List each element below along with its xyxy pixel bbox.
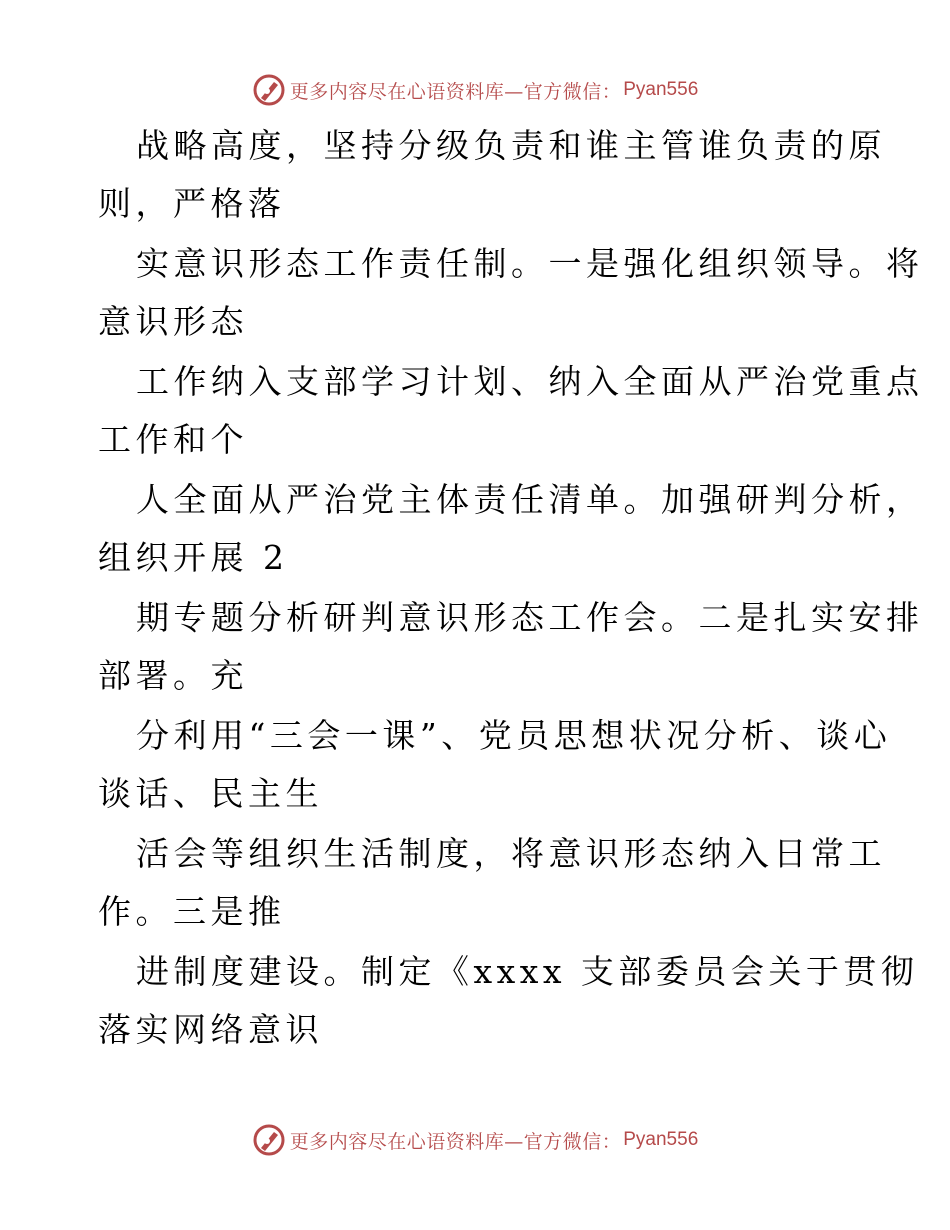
watermark-wechat-id: Pyan556	[623, 1129, 699, 1150]
body-line: 谈话、民主生	[98, 774, 323, 813]
watermark-wechat-id: Pyan556	[623, 79, 699, 100]
body-line: 人全面从严治党主体责任清单。加强研判分析，	[136, 480, 924, 519]
watermark-text: 更多内容尽在心语资料库—官方微信：	[289, 1130, 622, 1153]
body-line: 活会等组织生活制度，将意识形态纳入日常工	[136, 834, 886, 873]
watermark-text: 更多内容尽在心语资料库—官方微信：	[289, 80, 622, 103]
body-line: 则，严格落	[98, 184, 286, 223]
pen-circle-logo-icon	[252, 1123, 286, 1157]
body-line: 分利用“三会一课”、党员思想状况分析、谈心	[136, 716, 892, 755]
body-line: 组织开展 2	[98, 538, 289, 577]
body-line: 进制度建设。制定《xxxx 支部委员会关于贯彻	[136, 952, 919, 991]
body-line: 战略高度，坚持分级负责和谁主管谁负责的原	[136, 126, 886, 165]
body-line: 期专题分析研判意识形态工作会。二是扎实安排	[136, 598, 924, 637]
body-line: 部署。充	[98, 656, 248, 695]
body-line: 作。三是推	[98, 892, 286, 931]
footer-watermark	[0, 1120, 950, 1160]
body-line: 意识形态	[98, 302, 248, 341]
body-line: 实意识形态工作责任制。一是强化组织领导。将	[136, 244, 924, 283]
body-line: 落实网络意识	[98, 1010, 323, 1049]
body-line: 工作和个	[98, 420, 248, 459]
pen-circle-logo-icon	[252, 73, 286, 107]
body-line: 工作纳入支部学习计划、纳入全面从严治党重点	[136, 362, 924, 401]
header-watermark	[0, 70, 950, 110]
